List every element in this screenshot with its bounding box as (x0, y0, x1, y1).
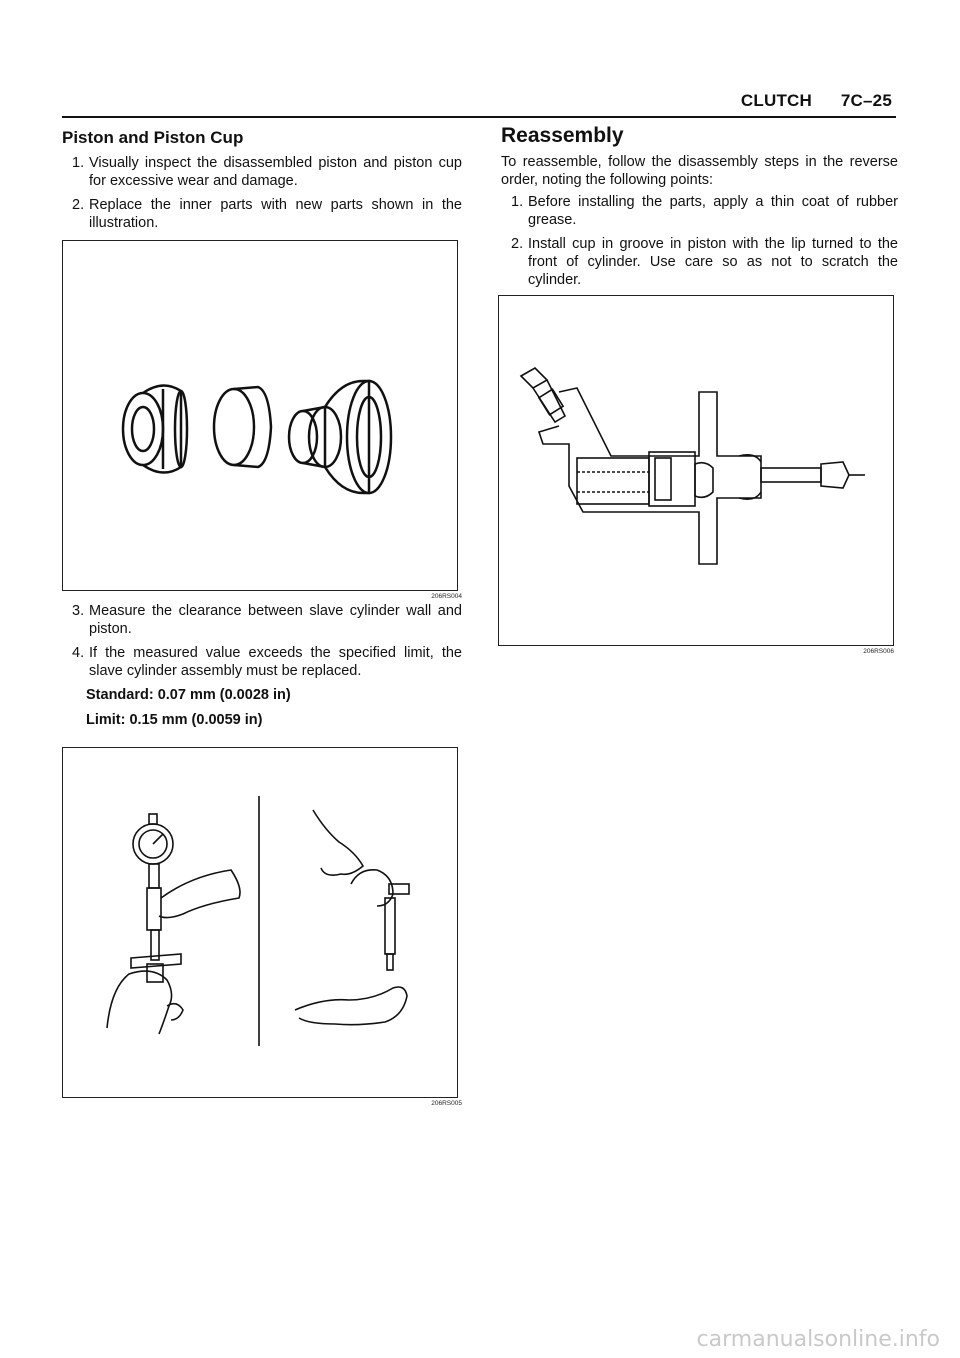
left-column (62, 124, 462, 1107)
page-number: 7C–25 (840, 91, 892, 110)
page-header (62, 90, 896, 118)
piston-parts-illustration (63, 241, 457, 590)
section-title-piston: Piston and Piston Cup (62, 128, 244, 147)
steps-list-b (62, 602, 462, 680)
step-2 (62, 196, 462, 232)
step-3 (62, 602, 462, 638)
spec-limit: Limit: 0.15 mm (0.0059 in) (86, 712, 263, 728)
right-column (501, 124, 898, 655)
figure-code-3: 206RS006 (863, 648, 894, 655)
step-number: 2. (72, 197, 85, 213)
step-number: 1. (72, 155, 85, 171)
reassembly-intro: To reassemble, follow the disassembly steps in the reverse order, noting the following points: (501, 154, 898, 188)
step-number: 1. (511, 194, 524, 210)
measurement-illustration (63, 748, 457, 1097)
step-1 (62, 154, 462, 190)
step-text: Measure the clearance between slave cylinder wall and piston. (89, 603, 462, 637)
step-number: 2. (511, 236, 524, 252)
step-number: 4. (72, 645, 85, 661)
reassembly-step-2 (501, 235, 898, 289)
step-text: Visually inspect the disassembled piston and piston cup for excessive wear and damage. (89, 155, 462, 189)
figure-slave-cylinder (498, 295, 894, 646)
step-text: Install cup in groove in piston with the lip turned to the front of cylinder. Use care so as not to scratch the cylinder. (528, 236, 898, 288)
figure-measurement (62, 747, 458, 1098)
figure-code-1: 206RS004 (431, 593, 462, 600)
steps-list-a (62, 154, 462, 232)
figure-piston-parts (62, 240, 458, 591)
reassembly-steps (501, 193, 898, 289)
spec-standard: Standard: 0.07 mm (0.0028 in) (86, 687, 291, 703)
step-text: Replace the inner parts with new parts shown in the illustration. (89, 197, 462, 231)
reassembly-step-1 (501, 193, 898, 229)
step-text: Before installing the parts, apply a thin coat of rubber grease. (528, 194, 898, 228)
section-title-reassembly: Reassembly (501, 124, 624, 147)
step-number: 3. (72, 603, 85, 619)
figure-code-2: 206RS005 (431, 1100, 462, 1107)
step-text: If the measured value exceeds the specified limit, the slave cylinder assembly must be replaced. (89, 645, 462, 679)
slave-cylinder-illustration (499, 296, 893, 645)
chapter-title: CLUTCH (740, 91, 812, 110)
step-4 (62, 644, 462, 680)
watermark-brand: carmanualsonline.info (696, 1327, 940, 1352)
